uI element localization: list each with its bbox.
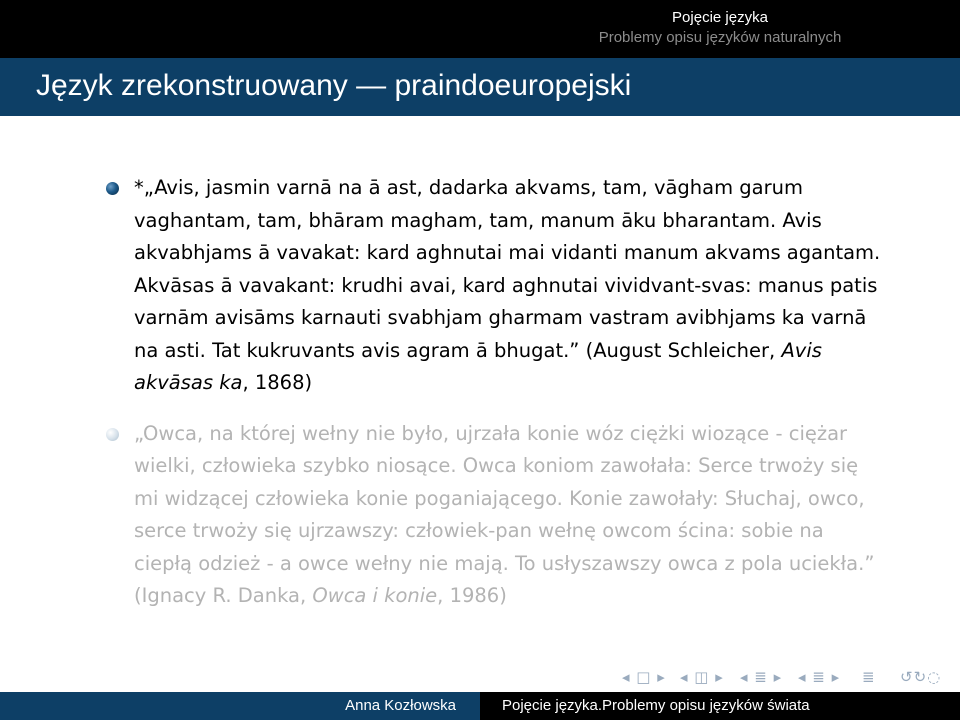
bullet-ball-icon [106, 182, 119, 195]
nav-subsection-arrows-icon[interactable]: ◂ ◫ ▸ [680, 668, 724, 686]
item-text-tail: , 1868) [242, 371, 313, 394]
nav-search-icon[interactable]: ↺↻◌ [900, 668, 942, 686]
footer-title[interactable]: Pojęcie języka.Problemy opisu języków świata [480, 692, 960, 720]
footer-author[interactable]: Anna Kozłowska [0, 692, 480, 720]
list-item-danka [104, 418, 884, 613]
item-text: *„Avis, jasmin varnā na ā ast, dadarka akvams, tam, vāgham garum vaghantam, tam, bhāram magham, tam, manum āku bharantam. Avis akvabhjams ā vavakat: kard aghnutai mai vidanti manum akvams agantam. Akvāsas ā vavakant: krudhi avai, kard aghnutai vividvant-svas: manus patis varnām avisāms karnauti svabhjam gharmam vastram avibhjams ka varnā na asti. Tat kukruvants avis agram ā bhugat.” (August Schleicher, [134, 176, 881, 362]
item-text: „Owca, na której wełny nie było, ujrzała konie wóz ciężki wiozące - ciężar wielki, człowieka szybko niosące. Owca koniom zawołała: Serce trwoży się mi widzącej człowieka konie poganiającego. Konie zawołały: Słuchaj, owco, serce trwoży się ujrzawszy: człowiek-pan wełnę owcom ścina: sobie na ciepłą odzież - a owce wełny nie mają. To usłyszawszy owca z pola uciekła.” (Ignacy R. Danka, [134, 421, 875, 607]
item-title-italic: Owca i konie [312, 584, 438, 607]
list-item-schleicher [104, 172, 884, 400]
footer-bar [0, 692, 960, 720]
nav-document-arrows-icon[interactable]: ◂ ≣ ▸ [798, 668, 841, 686]
nav-frame-arrows-icon[interactable]: ◂ □ ▸ [622, 668, 666, 686]
header-bar [0, 0, 960, 58]
item-text-tail: , 1986) [437, 584, 507, 607]
header-section-title[interactable]: Pojęcie języka [672, 9, 768, 26]
nav-section-arrows-icon[interactable]: ◂ ≣ ▸ [740, 668, 783, 686]
bullet-ball-icon [106, 428, 119, 441]
frame-title: Język zrekonstruowany — praindoeuropejski [36, 69, 632, 102]
item-title-italic: Avis akvāsas ka [134, 338, 822, 394]
nav-align-icon[interactable]: ≣ [862, 668, 876, 686]
header-subsection-title[interactable]: Problemy opisu języków naturalnych [598, 29, 842, 46]
frame-title-bar [0, 58, 960, 116]
slide-content [104, 172, 884, 613]
